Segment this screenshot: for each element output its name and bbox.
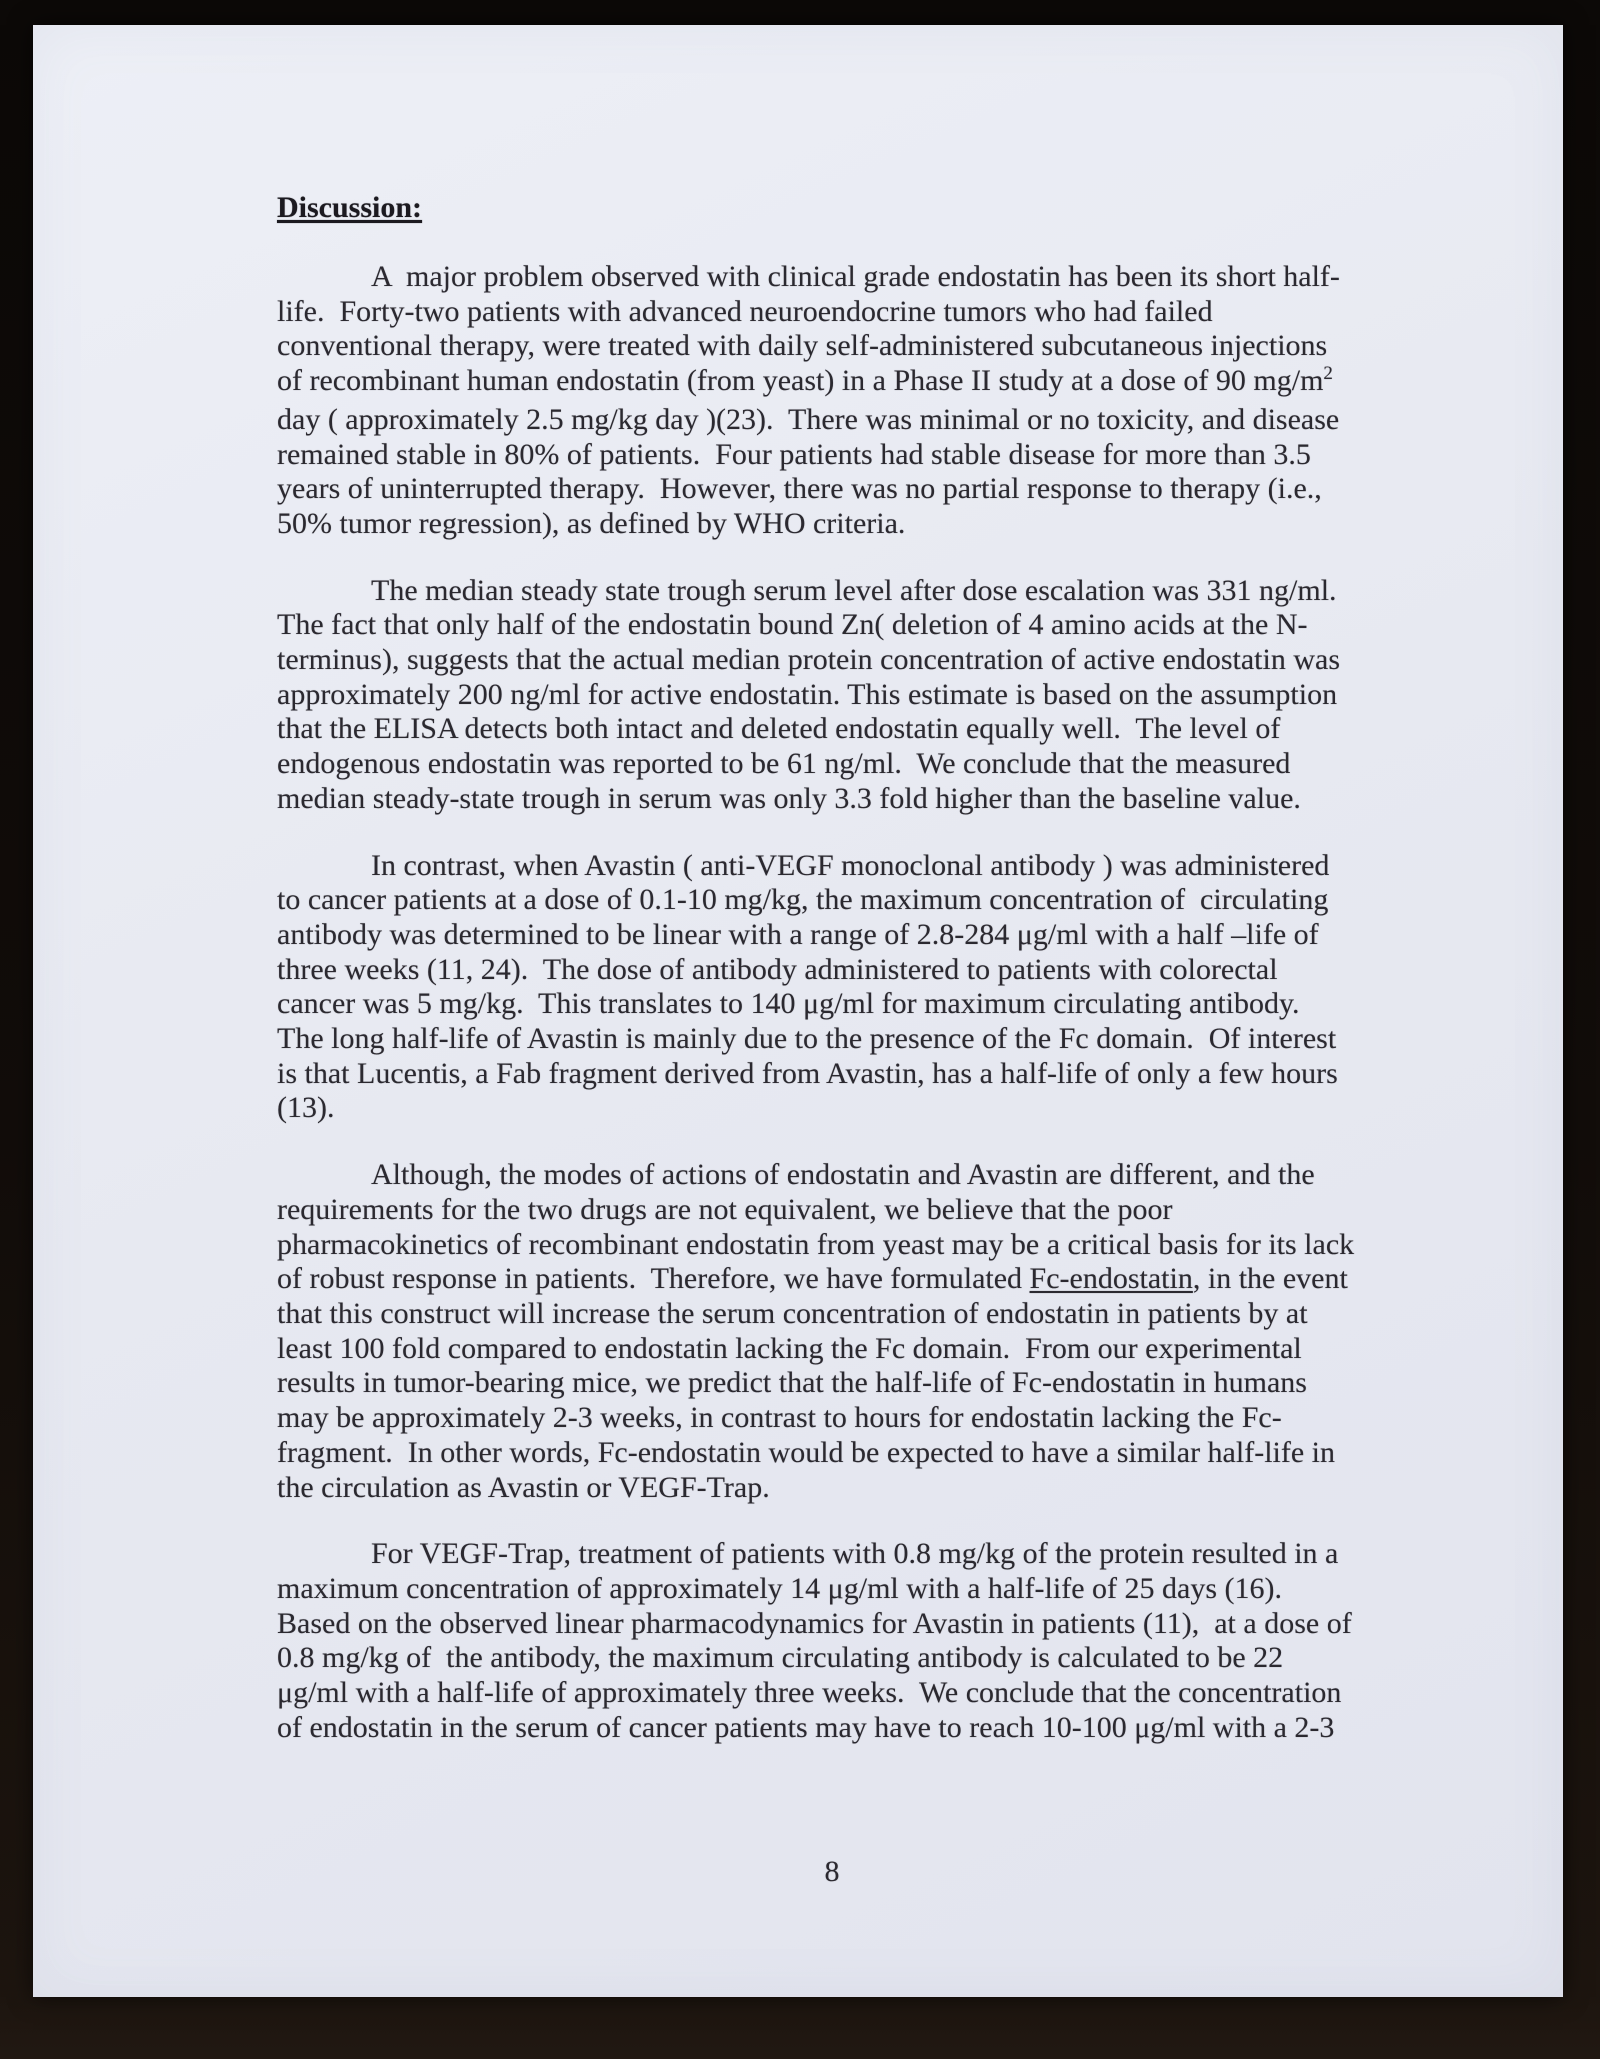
text-line — [277, 953, 1387, 988]
text-line — [277, 1057, 1387, 1092]
superscript-exponent: 2 — [1323, 363, 1333, 385]
text-line — [277, 260, 1387, 295]
text-segment: terminus), suggests that the actual median protein concentration of active endostatin was — [277, 643, 1341, 677]
text-segment: A major problem observed with clinical grade endostatin has been its short half- — [371, 260, 1340, 293]
text-segment: conventional therapy, were treated with daily self-administered subcutaneous injections — [277, 329, 1328, 363]
text-line — [277, 295, 1387, 330]
text-segment: In contrast, when Avastin ( anti-VEGF monoclonal antibody ) was administered — [371, 848, 1330, 882]
text-line — [277, 1297, 1387, 1332]
text-line — [277, 507, 1387, 542]
text-segment: Although, the modes of actions of endostatin and Avastin are different, and the — [371, 1158, 1315, 1192]
text-line — [277, 1471, 1387, 1506]
text-segment: may be approximately 2-3 weeks, in contrast to hours for endostatin lacking the Fc- — [277, 1401, 1282, 1435]
text-segment: fragment. In other words, Fc-endostatin would be expected to have a similar half-life in — [277, 1435, 1335, 1469]
text-segment: that this construct will increase the serum concentration of endostatin in patients by at — [277, 1296, 1308, 1330]
text-line — [277, 1022, 1387, 1057]
text-segment: remained stable in 80% of patients. Four patients had stable disease for more than 3.5 — [277, 437, 1311, 471]
text-segment: For VEGF-Trap, treatment of patients with 0.8 mg/kg of the protein resulted in a — [371, 1537, 1339, 1571]
page-number: 8 — [824, 1855, 840, 1888]
text-segment: of recombinant human endostatin (from yeast) in a Phase II study at a dose of 90 mg/m — [277, 364, 1324, 398]
text-line — [277, 678, 1387, 713]
text-line — [277, 782, 1387, 817]
text-line — [277, 1711, 1387, 1746]
text-line — [277, 1193, 1387, 1228]
text-line — [277, 329, 1387, 364]
text-line — [277, 712, 1387, 747]
text-segment: of robust response in patients. Therefore, we have formulated — [277, 1262, 1030, 1296]
text-segment: three weeks (11, 24). The dose of antibody administered to patients with colorectal — [277, 952, 1278, 986]
text-line — [277, 608, 1387, 643]
text-segment: cancer was 5 mg/kg. This translates to 140 μg/ml for maximum circulating antibody. — [277, 987, 1300, 1021]
paragraph — [277, 1537, 1387, 1745]
text-line — [277, 1537, 1387, 1572]
text-line — [277, 403, 1387, 438]
text-line — [277, 1641, 1387, 1676]
text-segment: 50% tumor regression), as defined by WHO criteria. — [277, 506, 906, 540]
text-segment: life. Forty-two patients with advanced neuroendocrine tumors who had failed — [277, 294, 1213, 328]
text-line — [277, 987, 1387, 1022]
text-segment: to cancer patients at a dose of 0.1-10 mg/kg, the maximum concentration of circulating — [277, 883, 1329, 917]
text-segment: The fact that only half of the endostatin bound Zn( deletion of 4 amino acids at the N- — [277, 608, 1308, 642]
paragraph — [277, 849, 1387, 1127]
text-line — [277, 747, 1387, 782]
text-line — [277, 1332, 1387, 1367]
text-line — [277, 1572, 1387, 1607]
paragraph — [277, 1158, 1387, 1505]
text-segment: The long half-life of Avastin is mainly due to the presence of the Fc domain. Of interest — [277, 1022, 1337, 1056]
text-line — [277, 1676, 1387, 1711]
text-line — [277, 364, 1387, 403]
document-content — [277, 190, 1387, 1777]
text-line — [277, 1262, 1387, 1297]
text-segment: (13). — [277, 1091, 335, 1125]
text-line — [277, 849, 1387, 884]
text-line — [277, 1091, 1387, 1126]
text-line — [277, 1401, 1387, 1436]
text-segment: The median steady state trough serum level after dose escalation was 331 ng/ml. — [371, 573, 1337, 607]
paragraph — [277, 574, 1387, 817]
paragraph — [277, 260, 1387, 542]
text-segment: maximum concentration of approximately 14 μg/ml with a half-life of 25 days (16). — [277, 1571, 1282, 1605]
text-segment: μg/ml with a half-life of approximately three weeks. We conclude that the concentration — [277, 1676, 1342, 1710]
text-segment: is that Lucentis, a Fab fragment derived from Avastin, has a half-life of only a few hours — [277, 1056, 1338, 1090]
text-segment: the circulation as Avastin or VEGF-Trap. — [277, 1470, 770, 1504]
section-heading: Discussion: — [277, 191, 423, 224]
document-page — [33, 25, 1563, 1997]
text-segment: approximately 200 ng/ml for active endostatin. This estimate is based on the assumption — [277, 677, 1338, 711]
text-segment: endogenous endostatin was reported to be 61 ng/ml. We conclude that the measured — [277, 747, 1291, 781]
text-line — [277, 1366, 1387, 1401]
text-segment: antibody was determined to be linear with a range of 2.8-284 μg/ml with a half –life of — [277, 917, 1319, 951]
text-segment: that the ELISA detects both intact and deleted endostatin equally well. The level of — [277, 712, 1281, 746]
text-segment: least 100 fold compared to endostatin lacking the Fc domain. From our experimental — [277, 1331, 1302, 1365]
text-segment: results in tumor-bearing mice, we predict that the half-life of Fc-endostatin in humans — [277, 1366, 1307, 1400]
text-segment: median steady-state trough in serum was only 3.3 fold higher than the baseline value. — [277, 781, 1301, 815]
text-line — [277, 883, 1387, 918]
text-line — [277, 1607, 1387, 1642]
text-segment: , in the event — [1192, 1262, 1348, 1296]
text-line — [277, 438, 1387, 473]
text-segment: 0.8 mg/kg of the antibody, the maximum circulating antibody is calculated to be 22 — [277, 1641, 1284, 1675]
text-segment: of endostatin in the serum of cancer patients may have to reach 10-100 μg/ml with a 2-3 — [277, 1710, 1335, 1744]
underlined-term: Fc-endostatin — [1029, 1262, 1193, 1296]
text-segment: years of uninterrupted therapy. However, there was no partial response to therapy (i.e., — [277, 472, 1322, 506]
text-segment: pharmacokinetics of recombinant endostatin from yeast may be a critical basis for its lack — [277, 1227, 1355, 1261]
text-segment: requirements for the two drugs are not equivalent, we believe that the poor — [277, 1192, 1173, 1226]
text-line — [277, 1436, 1387, 1471]
text-line — [277, 918, 1387, 953]
text-segment: Based on the observed linear pharmacodynamics for Avastin in patients (11), at a dose of — [277, 1606, 1352, 1640]
text-line — [277, 1228, 1387, 1263]
text-segment: day ( approximately 2.5 mg/kg day )(23). There was minimal or no toxicity, and disease — [277, 402, 1340, 436]
text-line — [277, 1158, 1387, 1193]
text-line — [277, 472, 1387, 507]
text-line — [277, 643, 1387, 678]
text-line — [277, 574, 1387, 609]
